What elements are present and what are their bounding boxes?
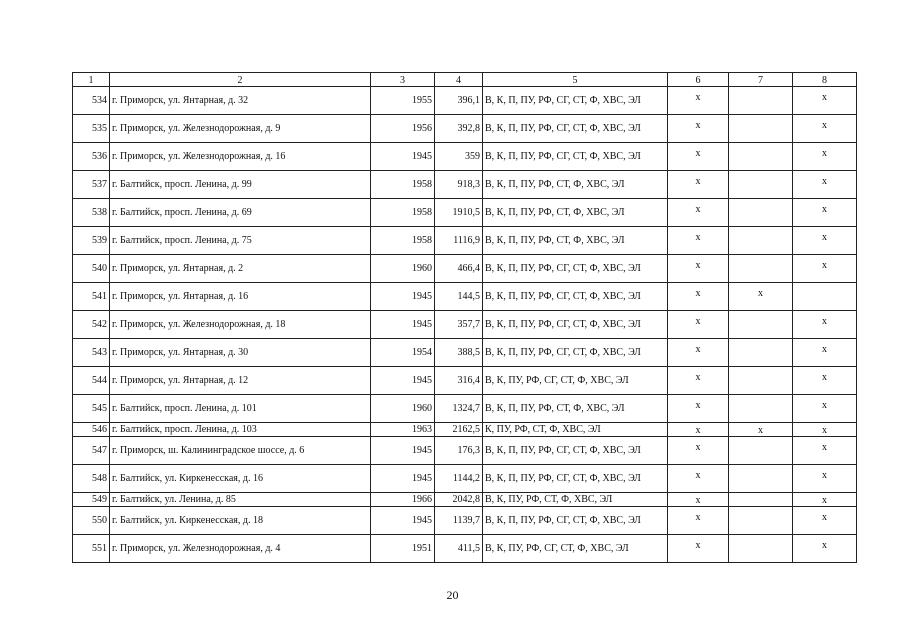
row-number-cell: 540	[73, 255, 110, 283]
mark-cell-col7	[729, 283, 793, 311]
mark-cell-col7	[729, 87, 793, 115]
row-number-cell: 536	[73, 143, 110, 171]
year-cell: 1945	[371, 143, 435, 171]
column-header: 7	[729, 73, 793, 87]
table-row	[73, 283, 857, 311]
utilities-cell: В, К, П, ПУ, РФ, СГ, СТ, Ф, ХВС, ЭЛ	[483, 87, 668, 115]
utilities-cell: В, К, ПУ, РФ, СТ, Ф, ХВС, ЭЛ	[483, 493, 668, 507]
address-cell: г. Приморск, ул. Янтарная, д. 2	[110, 255, 371, 283]
row-number-cell: 539	[73, 227, 110, 255]
mark-value: х	[695, 232, 701, 243]
mark-value: х	[695, 425, 701, 436]
mark-value: х	[822, 372, 827, 383]
address-cell: г. Балтийск, просп. Ленина, д. 75	[110, 227, 371, 255]
mark-value: х	[695, 540, 701, 551]
utilities-cell: В, К, П, ПУ, РФ, СТ, Ф, ХВС, ЭЛ	[483, 227, 668, 255]
mark-cell-col6	[668, 395, 729, 423]
mark-value: х	[695, 512, 701, 523]
utilities-cell: В, К, П, ПУ, РФ, СТ, Ф, ХВС, ЭЛ	[483, 395, 668, 423]
mark-cell-col8	[793, 87, 857, 115]
address-cell: г. Балтийск, просп. Ленина, д. 103	[110, 423, 371, 437]
column-header: 3	[371, 73, 435, 87]
mark-cell-col8	[793, 535, 857, 563]
area-cell: 1144,2	[435, 465, 483, 493]
table-row	[73, 367, 857, 395]
year-cell: 1954	[371, 339, 435, 367]
column-header: 1	[73, 73, 110, 87]
area-cell: 1116,9	[435, 227, 483, 255]
mark-value: х	[822, 204, 827, 215]
mark-cell-col7	[729, 255, 793, 283]
mark-cell-col8	[793, 395, 857, 423]
mark-cell-col6	[668, 311, 729, 339]
mark-cell-col8	[793, 255, 857, 283]
mark-value: х	[822, 232, 827, 243]
mark-cell-col6	[668, 143, 729, 171]
year-cell: 1958	[371, 199, 435, 227]
mark-value: х	[695, 260, 701, 271]
year-cell: 1945	[371, 437, 435, 465]
row-number-cell: 545	[73, 395, 110, 423]
area-cell: 316,4	[435, 367, 483, 395]
mark-cell-col7	[729, 437, 793, 465]
mark-cell-col8	[793, 493, 857, 507]
row-number-cell: 537	[73, 171, 110, 199]
address-cell: г. Приморск, ул. Железнодорожная, д. 4	[110, 535, 371, 563]
utilities-cell: В, К, ПУ, РФ, СГ, СТ, Ф, ХВС, ЭЛ	[483, 367, 668, 395]
mark-cell-col7	[729, 507, 793, 535]
column-header: 4	[435, 73, 483, 87]
mark-cell-col8	[793, 115, 857, 143]
column-header: 8	[793, 73, 857, 87]
row-number-cell: 544	[73, 367, 110, 395]
mark-cell-col6	[668, 115, 729, 143]
page-number: 20	[446, 588, 459, 602]
area-cell: 392,8	[435, 115, 483, 143]
mark-cell-col7	[729, 143, 793, 171]
mark-cell-col7	[729, 171, 793, 199]
area-cell: 918,3	[435, 171, 483, 199]
year-cell: 1956	[371, 115, 435, 143]
mark-cell-col7	[729, 367, 793, 395]
table-row	[73, 199, 857, 227]
column-header: 5	[483, 73, 668, 87]
address-cell: г. Балтийск, просп. Ленина, д. 69	[110, 199, 371, 227]
row-number-cell: 548	[73, 465, 110, 493]
mark-cell-col8	[793, 507, 857, 535]
year-cell: 1958	[371, 227, 435, 255]
year-cell: 1955	[371, 87, 435, 115]
area-cell: 396,1	[435, 87, 483, 115]
address-cell: г. Балтийск, просп. Ленина, д. 101	[110, 395, 371, 423]
mark-cell-col8	[793, 339, 857, 367]
utilities-cell: В, К, П, ПУ, РФ, СГ, СТ, Ф, ХВС, ЭЛ	[483, 311, 668, 339]
mark-cell-col6	[668, 493, 729, 507]
area-cell: 2162,5	[435, 423, 483, 437]
area-cell: 359	[435, 143, 483, 171]
mark-cell-col8	[793, 367, 857, 395]
mark-value: х	[822, 148, 827, 159]
utilities-cell: В, К, П, ПУ, РФ, СГ, СТ, Ф, ХВС, ЭЛ	[483, 283, 668, 311]
year-cell: 1945	[371, 283, 435, 311]
mark-cell-col8	[793, 465, 857, 493]
row-number-cell: 534	[73, 87, 110, 115]
table-row	[73, 493, 857, 507]
address-cell: г. Приморск, ул. Янтарная, д. 32	[110, 87, 371, 115]
mark-cell-col6	[668, 367, 729, 395]
mark-value: х	[695, 372, 701, 383]
mark-value: х	[822, 442, 827, 453]
mark-cell-col8	[793, 437, 857, 465]
area-cell: 466,4	[435, 255, 483, 283]
address-cell: г. Приморск, ул. Железнодорожная, д. 9	[110, 115, 371, 143]
mark-value: х	[758, 288, 763, 299]
mark-cell-col7	[729, 311, 793, 339]
mark-cell-col6	[668, 199, 729, 227]
mark-value: х	[695, 495, 701, 506]
address-cell: г. Приморск, ул. Янтарная, д. 16	[110, 283, 371, 311]
row-number-cell: 550	[73, 507, 110, 535]
column-number-row	[73, 73, 857, 87]
housing-register-table	[72, 72, 857, 563]
mark-cell-col7	[729, 339, 793, 367]
row-number-cell: 547	[73, 437, 110, 465]
utilities-cell: В, К, П, ПУ, РФ, СГ, СТ, Ф, ХВС, ЭЛ	[483, 255, 668, 283]
table-row	[73, 87, 857, 115]
utilities-cell: В, К, П, ПУ, РФ, СТ, Ф, ХВС, ЭЛ	[483, 199, 668, 227]
row-number-cell: 535	[73, 115, 110, 143]
table-row	[73, 423, 857, 437]
mark-value: х	[695, 120, 701, 131]
year-cell: 1951	[371, 535, 435, 563]
mark-cell-col6	[668, 535, 729, 563]
mark-value: х	[695, 400, 701, 411]
mark-cell-col8	[793, 423, 857, 437]
address-cell: г. Приморск, ул. Янтарная, д. 30	[110, 339, 371, 367]
mark-cell-col6	[668, 507, 729, 535]
mark-cell-col7	[729, 423, 793, 437]
utilities-cell: В, К, П, ПУ, РФ, СГ, СТ, Ф, ХВС, ЭЛ	[483, 143, 668, 171]
mark-cell-col6	[668, 87, 729, 115]
mark-value: х	[822, 470, 827, 481]
mark-value: х	[822, 540, 827, 551]
mark-cell-col6	[668, 255, 729, 283]
mark-value: х	[822, 260, 827, 271]
year-cell: 1958	[371, 171, 435, 199]
mark-value: х	[695, 176, 701, 187]
table-row	[73, 339, 857, 367]
table-row	[73, 507, 857, 535]
row-number-cell: 542	[73, 311, 110, 339]
address-cell: г. Балтийск, ул. Киркенесская, д. 18	[110, 507, 371, 535]
mark-cell-col6	[668, 423, 729, 437]
mark-value: х	[822, 512, 827, 523]
mark-value: х	[695, 92, 701, 103]
mark-value: х	[822, 176, 827, 187]
mark-cell-col6	[668, 339, 729, 367]
mark-cell-col6	[668, 283, 729, 311]
mark-cell-col6	[668, 227, 729, 255]
mark-cell-col6	[668, 171, 729, 199]
area-cell: 144,5	[435, 283, 483, 311]
year-cell: 1945	[371, 367, 435, 395]
table-row	[73, 171, 857, 199]
mark-cell-col6	[668, 465, 729, 493]
utilities-cell: К, ПУ, РФ, СТ, Ф, ХВС, ЭЛ	[483, 423, 668, 437]
table-row	[73, 115, 857, 143]
mark-cell-col8	[793, 283, 857, 311]
mark-value: х	[695, 288, 701, 299]
table-row	[73, 437, 857, 465]
area-cell: 1324,7	[435, 395, 483, 423]
area-cell: 411,5	[435, 535, 483, 563]
row-number-cell: 538	[73, 199, 110, 227]
utilities-cell: В, К, П, ПУ, РФ, СГ, СТ, Ф, ХВС, ЭЛ	[483, 437, 668, 465]
row-number-cell: 541	[73, 283, 110, 311]
area-cell: 2042,8	[435, 493, 483, 507]
area-cell: 176,3	[435, 437, 483, 465]
address-cell: г. Балтийск, ул. Ленина, д. 85	[110, 493, 371, 507]
mark-cell-col7	[729, 115, 793, 143]
mark-cell-col8	[793, 171, 857, 199]
row-number-cell: 546	[73, 423, 110, 437]
utilities-cell: В, К, П, ПУ, РФ, СГ, СТ, Ф, ХВС, ЭЛ	[483, 465, 668, 493]
mark-cell-col7	[729, 493, 793, 507]
table-row	[73, 395, 857, 423]
year-cell: 1945	[371, 507, 435, 535]
area-cell: 1139,7	[435, 507, 483, 535]
year-cell: 1960	[371, 395, 435, 423]
row-number-cell: 549	[73, 493, 110, 507]
address-cell: г. Балтийск, ул. Киркенесская, д. 16	[110, 465, 371, 493]
mark-value: х	[822, 344, 827, 355]
mark-cell-col7	[729, 199, 793, 227]
year-cell: 1945	[371, 465, 435, 493]
year-cell: 1966	[371, 493, 435, 507]
mark-value: х	[822, 400, 827, 411]
area-cell: 1910,5	[435, 199, 483, 227]
table-header	[73, 73, 857, 87]
table-body	[73, 87, 857, 563]
table-row	[73, 227, 857, 255]
table-row	[73, 535, 857, 563]
mark-value: х	[822, 120, 827, 131]
year-cell: 1960	[371, 255, 435, 283]
row-number-cell: 551	[73, 535, 110, 563]
address-cell: г. Приморск, ул. Железнодорожная, д. 16	[110, 143, 371, 171]
mark-cell-col8	[793, 311, 857, 339]
column-header: 2	[110, 73, 371, 87]
column-header: 6	[668, 73, 729, 87]
mark-value: х	[695, 442, 701, 453]
mark-value: х	[758, 425, 763, 436]
utilities-cell: В, К, П, ПУ, РФ, СГ, СТ, Ф, ХВС, ЭЛ	[483, 339, 668, 367]
mark-cell-col8	[793, 227, 857, 255]
mark-value: х	[822, 92, 827, 103]
row-number-cell: 543	[73, 339, 110, 367]
mark-cell-col7	[729, 227, 793, 255]
mark-value: х	[695, 204, 701, 215]
mark-cell-col7	[729, 535, 793, 563]
mark-value: х	[695, 316, 701, 327]
utilities-cell: В, К, П, ПУ, РФ, СГ, СТ, Ф, ХВС, ЭЛ	[483, 115, 668, 143]
area-cell: 357,7	[435, 311, 483, 339]
table-row	[73, 255, 857, 283]
address-cell: г. Приморск, ш. Калининградское шоссе, д. 6	[110, 437, 371, 465]
mark-value: х	[822, 316, 827, 327]
mark-cell-col7	[729, 395, 793, 423]
mark-value: х	[695, 344, 701, 355]
mark-cell-col6	[668, 437, 729, 465]
table-row	[73, 143, 857, 171]
utilities-cell: В, К, П, ПУ, РФ, СГ, СТ, Ф, ХВС, ЭЛ	[483, 507, 668, 535]
address-cell: г. Приморск, ул. Янтарная, д. 12	[110, 367, 371, 395]
mark-cell-col8	[793, 199, 857, 227]
mark-value: х	[822, 495, 827, 506]
mark-value: х	[695, 470, 701, 481]
mark-cell-col7	[729, 465, 793, 493]
table-row	[73, 465, 857, 493]
mark-value: х	[822, 425, 827, 436]
address-cell: г. Приморск, ул. Железнодорожная, д. 18	[110, 311, 371, 339]
mark-value: х	[695, 148, 701, 159]
table-row	[73, 311, 857, 339]
year-cell: 1963	[371, 423, 435, 437]
utilities-cell: В, К, ПУ, РФ, СГ, СТ, Ф, ХВС, ЭЛ	[483, 535, 668, 563]
mark-cell-col8	[793, 143, 857, 171]
address-cell: г. Балтийск, просп. Ленина, д. 99	[110, 171, 371, 199]
area-cell: 388,5	[435, 339, 483, 367]
year-cell: 1945	[371, 311, 435, 339]
utilities-cell: В, К, П, ПУ, РФ, СТ, Ф, ХВС, ЭЛ	[483, 171, 668, 199]
